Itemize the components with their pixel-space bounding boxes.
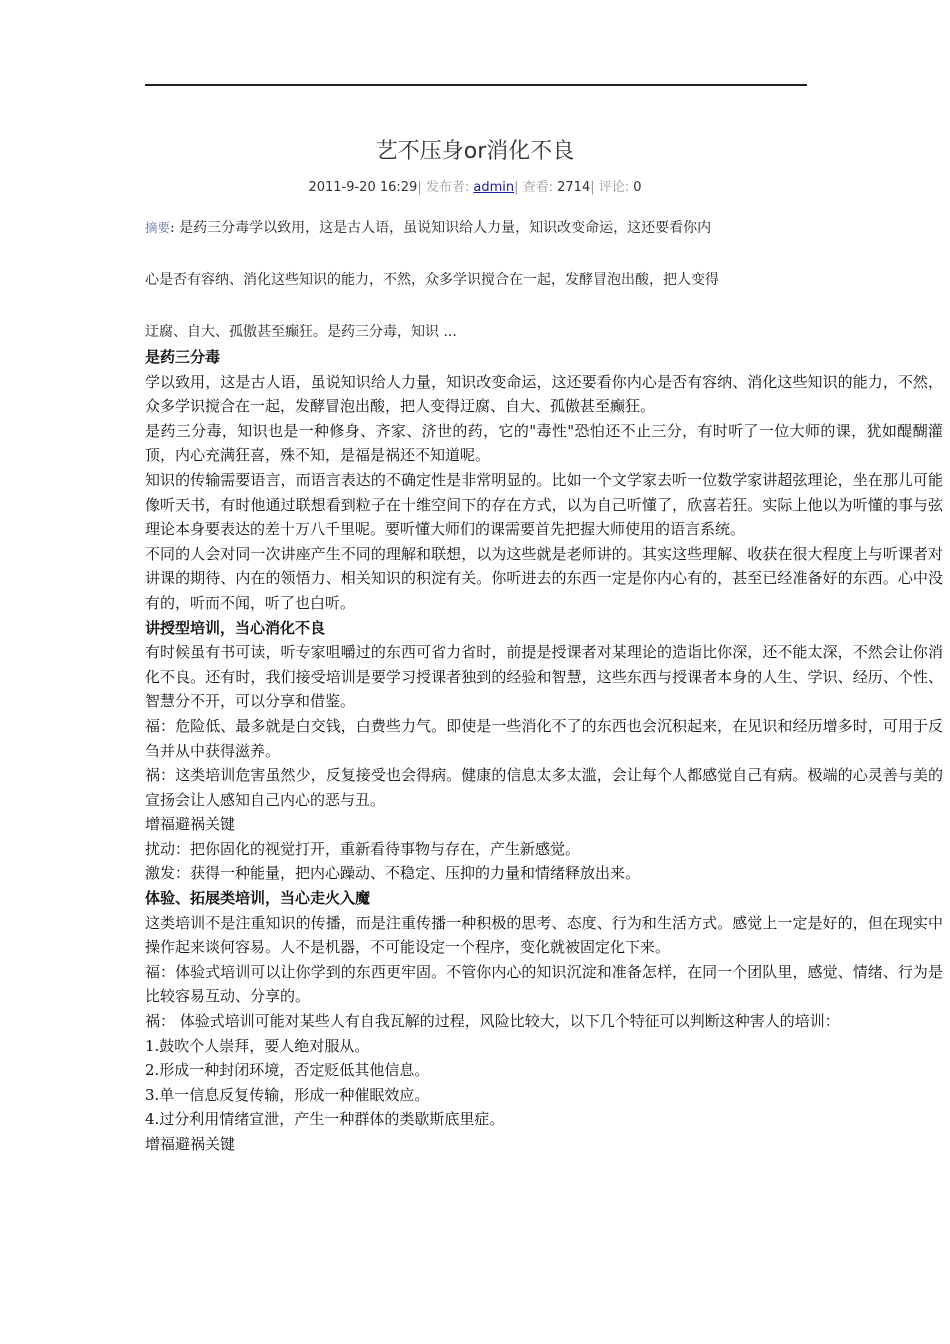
- publish-date: 2011-9-20 16:29: [308, 180, 418, 195]
- author-link[interactable]: admin: [473, 180, 515, 195]
- body-paragraph: 这类培训不是注重知识的传播，而是注重传播一种积极的思考、态度、行为和生活方式。感觉上一定是好的，但在现实中操作起来谈何容易。人不是机器，不可能设定一个程序，变化就被固定化下来。: [145, 913, 943, 957]
- comments-count: 0: [633, 180, 642, 195]
- body-paragraph: 知识的传输需要语言，而语言表达的不确定性是非常明显的。比如一个文学家去听一位数学家讲超弦理论，坐在那儿可能像听天书，有时他通过联想看到粒子在十维空间下的存在方式，以为自己听懂了，欣喜若狂。实际上他以为听懂的事与弦理论本身要表达的差十万八千里呢。要听懂大师们的课需要首先把握大师使用的语言系统。: [145, 470, 943, 539]
- body-paragraph: 祸： 体验式培训可能对某些人有自我瓦解的过程，风险比较大，以下几个特征可以判断这种害人的培训：: [145, 1012, 840, 1031]
- abstract-line: 迂腐、自大、孤傲甚至癫狂。是药三分毒，知识 ...: [145, 324, 457, 340]
- article-abstract: [145, 202, 825, 358]
- body-paragraph: 福：危险低、最多就是白交钱，白费些力气。即使是一些消化不了的东西也会沉积起来，在见识和经历增多时，可用于反刍并从中获得滋养。: [145, 716, 943, 760]
- views-count: 2714: [557, 180, 591, 195]
- author-label: 发布者:: [425, 180, 470, 195]
- section-heading: 体验、拓展类培训，当心走火入魔: [145, 889, 371, 908]
- abstract-line: 摘要: 是药三分毒学以致用，这是古人语，虽说知识给人力量，知识改变命运，这还要看你内: [145, 220, 712, 236]
- article-meta: [0, 176, 950, 195]
- abstract-label: 摘要: [145, 220, 171, 235]
- article-body: [145, 345, 943, 1157]
- top-divider: [145, 84, 807, 86]
- body-paragraph: 2.形成一种封闭环境，否定贬低其他信息。: [145, 1061, 430, 1080]
- body-paragraph: 有时候虽有书可读，听专家咀嚼过的东西可省力省时，前提是授课者对某理论的造诣比你深，还不能太深，不然会让你消化不良。还有时，我们接受培训是要学习授课者独到的经验和智慧，这些东西与授课者本身的人生、学识、经历、个性、智慧分不开，可以分享和借鉴。: [145, 643, 943, 711]
- body-paragraph: 学以致用，这是古人语，虽说知识给人力量，知识改变命运，这还要看你内心是否有容纳、消化这些知识的能力，不然，众多学识搅合在一起，发酵冒泡出酸，把人变得迂腐、自大、孤傲甚至癫狂。: [145, 372, 943, 416]
- body-paragraph: 3.单一信息反复传输，形成一种催眠效应。: [145, 1085, 430, 1104]
- body-paragraph: 祸：这类培训危害虽然少，反复接受也会得病。健康的信息太多太滥，会让每个人都感觉自己有病。极端的心灵善与美的宣扬会让人感知自己内心的恶与丑。: [145, 766, 943, 809]
- abstract-line: 心是否有容纳、消化这些知识的能力，不然，众多学识搅合在一起，发酵冒泡出酸，把人变得: [145, 272, 719, 288]
- comments-label: 评论:: [598, 180, 630, 195]
- body-paragraph: 增福避祸关键: [145, 815, 236, 834]
- section-heading: 是药三分毒: [145, 348, 221, 366]
- meta-separator: |: [514, 180, 523, 195]
- body-paragraph: 福：体验式培训可以让你学到的东西更牢固。不管你内心的知识沉淀和准备怎样，在同一个团队里，感觉、情绪、行为是比较容易互动、分享的。: [145, 962, 943, 1006]
- body-paragraph: 激发：获得一种能量，把内心躁动、不稳定、压抑的力量和情绪释放出来。: [145, 864, 641, 883]
- meta-separator: |: [590, 180, 599, 195]
- article-title: 艺不压身or消化不良: [375, 139, 575, 164]
- body-paragraph: 不同的人会对同一次讲座产生不同的理解和联想，以为这些就是老师讲的。其实这些理解、收获在很大程度上与听课者对讲课的期待、内在的领悟力、相关知识的积淀有关。你听进去的东西一定是你内心有的，甚至已经准备好的东西。心中没有的，听而不闻，听了也白听。: [145, 544, 943, 612]
- views-label: 查看:: [522, 180, 553, 195]
- body-paragraph: 4.过分利用情绪宣泄，产生一种群体的类歇斯底里症。: [145, 1110, 505, 1129]
- meta-separator: |: [417, 180, 426, 195]
- body-paragraph: 是药三分毒，知识也是一种修身、齐家、济世的药，它的"毒性"恐怕还不止三分，有时听了一位大师的课，犹如醍醐灌顶，内心充满狂喜，殊不知，是福是祸还不知道呢。: [145, 421, 943, 465]
- body-paragraph: 扰动：把你固化的视觉打开，重新看待事物与存在，产生新感觉。: [145, 839, 581, 858]
- body-paragraph: 增福避祸关键: [145, 1135, 236, 1153]
- section-heading: 讲授型培训，当心消化不良: [145, 618, 326, 637]
- body-paragraph: 1.鼓吹个人崇拜，要人绝对服从。: [145, 1036, 370, 1055]
